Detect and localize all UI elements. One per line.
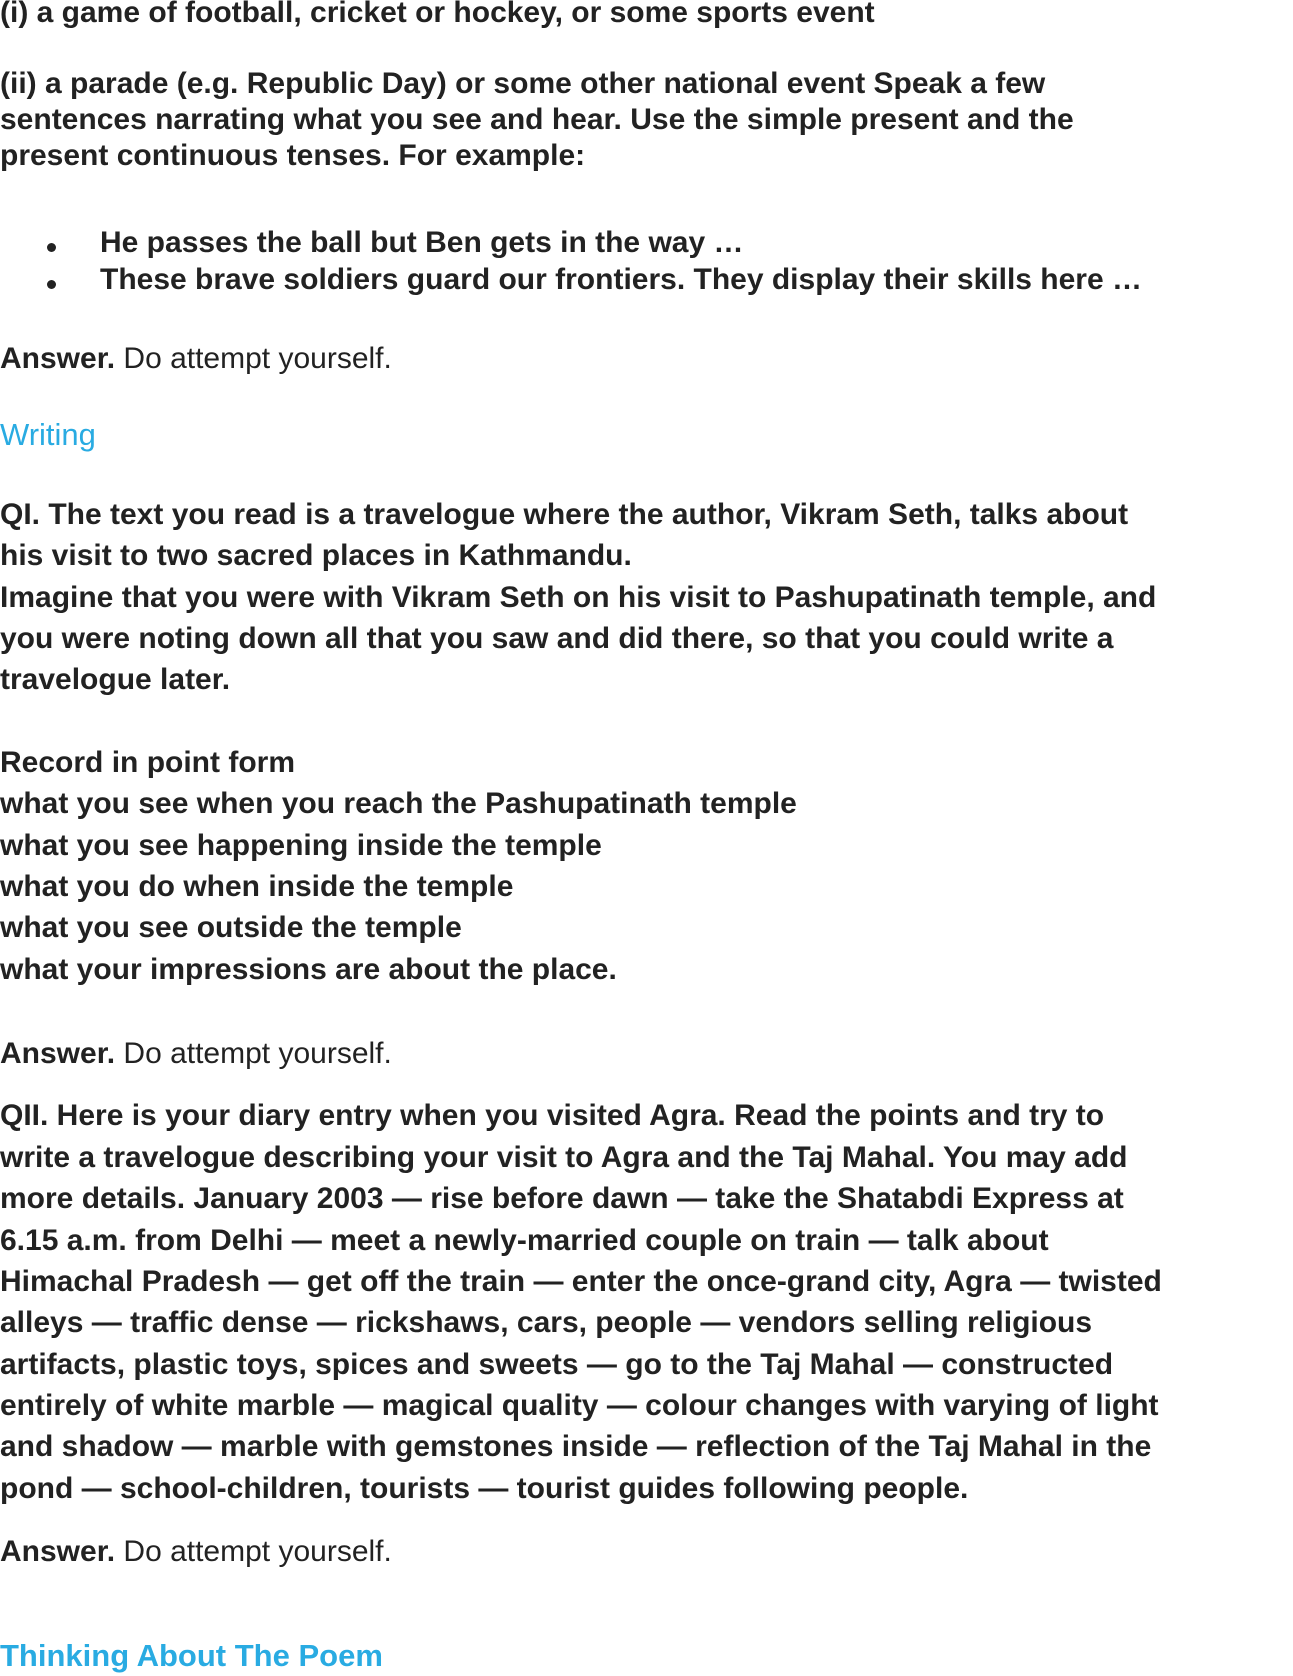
q2-line: alleys — traffic dense — rickshaws, cars, people — vendors selling religious (0, 1306, 1093, 1339)
record-line: what you see when you reach the Pashupatinath temple (0, 787, 797, 820)
record-line: Record in point form (0, 746, 295, 779)
record-line: what you see outside the temple (0, 911, 462, 944)
q1-line: you were noting down all that you saw and did there, so that you could write a (0, 622, 1114, 655)
section-heading-poem: Thinking About The Poem (0, 1638, 383, 1673)
q1-line: travelogue later. (0, 663, 231, 696)
record-line: what your impressions are about the place. (0, 953, 617, 986)
q2-line: entirely of white marble — magical quality — colour changes with varying of light (0, 1389, 1159, 1422)
record-line: what you see happening inside the temple (0, 829, 602, 862)
q1-line: QI. The text you read is a travelogue where the author, Vikram Seth, talks about (0, 498, 1129, 531)
answer-paragraph (0, 1034, 392, 1074)
section-heading-writing: Writing (0, 417, 96, 452)
answer-paragraph (0, 1532, 392, 1572)
intro-item-ii-line: (ii) a parade (e.g. Republic Day) or some other national event Speak a few (0, 67, 1046, 100)
answer-label: Answer. (0, 1037, 116, 1070)
answer-label: Answer. (0, 342, 116, 375)
answer-text: Do attempt yourself. (115, 1037, 392, 1070)
answer-label: Answer. (0, 1535, 116, 1568)
example-bullet: These brave soldiers guard our frontiers. They display their skills here … (100, 263, 1143, 296)
q2-line: Himachal Pradesh — get off the train — enter the once-grand city, Agra — twisted (0, 1265, 1162, 1298)
q1-line: his visit to two sacred places in Kathmandu. (0, 539, 632, 572)
q2-line: more details. January 2003 — rise before dawn — take the Shatabdi Express at (0, 1182, 1124, 1215)
answer-text: Do attempt yourself. (115, 342, 392, 375)
intro-item-i: (i) a game of football, cricket or hockey, or some sports event (0, 0, 875, 29)
q2-line: 6.15 a.m. from Delhi — meet a newly-married couple on train — talk about (0, 1224, 1049, 1257)
intro-item-ii-line: present continuous tenses. For example: (0, 139, 586, 172)
q2-line: pond — school-children, tourists — tourist guides following people. (0, 1472, 969, 1505)
bullet-icon (47, 280, 56, 289)
intro-item-ii-line: sentences narrating what you see and hear. Use the simple present and the (0, 103, 1074, 136)
answer-paragraph (0, 339, 392, 379)
q2-line: write a travelogue describing your visit to Agra and the Taj Mahal. You may add (0, 1141, 1128, 1174)
q1-line: Imagine that you were with Vikram Seth on his visit to Pashupatinath temple, and (0, 581, 1157, 614)
q2-line: QII. Here is your diary entry when you visited Agra. Read the points and try to (0, 1099, 1105, 1132)
q2-line: and shadow — marble with gemstones inside — reflection of the Taj Mahal in the (0, 1430, 1152, 1463)
bullet-icon (47, 243, 56, 252)
record-line: what you do when inside the temple (0, 870, 514, 903)
answer-text: Do attempt yourself. (115, 1535, 392, 1568)
q2-line: artifacts, plastic toys, spices and sweets — go to the Taj Mahal — constructed (0, 1348, 1114, 1381)
example-bullet: He passes the ball but Ben gets in the way … (100, 226, 744, 259)
